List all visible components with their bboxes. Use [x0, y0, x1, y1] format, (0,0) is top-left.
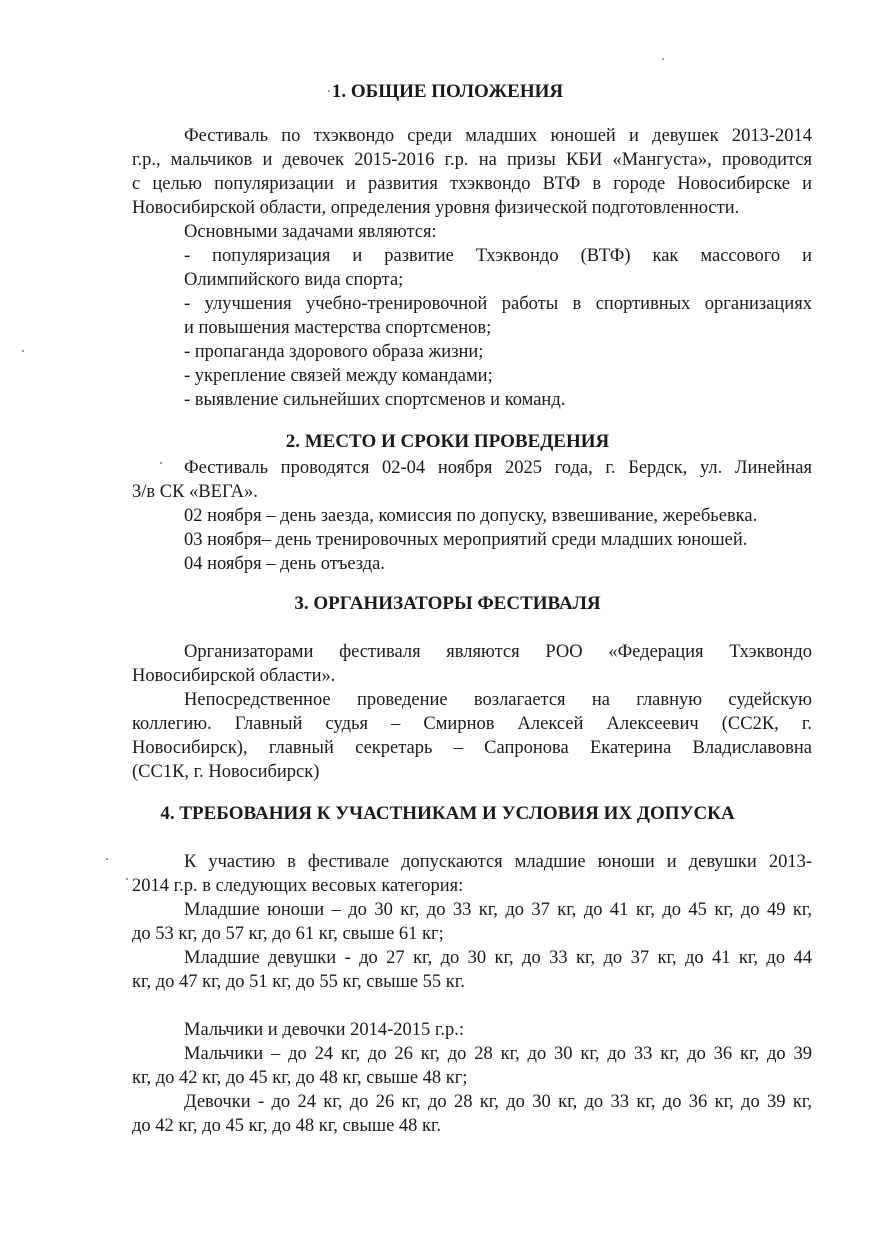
paragraph-line: Мальчики и девочки 2014-2015 г.р.:: [184, 1020, 465, 1040]
list-item: Олимпийского вида спорта;: [184, 270, 404, 290]
weight-category-line: Младшие юноши – до 30 кг, до 33 кг, до 37 кг, до 41 кг, до 45 кг, до 49 кг,: [184, 900, 812, 920]
weight-category-line: кг, до 42 кг, до 45 кг, до 48 кг, свыше 48 кг;: [132, 1068, 468, 1088]
weight-category-line: до 42 кг, до 45 кг, до 48 кг, свыше 48 кг.: [132, 1116, 442, 1136]
paragraph-line: 3/в СК «ВЕГА».: [132, 482, 258, 502]
scan-speck: [22, 350, 24, 352]
weight-category-line: до 53 кг, до 57 кг, до 61 кг, свыше 61 кг;: [132, 924, 444, 944]
paragraph-line: Фестиваль проводятся 02-04 ноября 2025 года, г. Бердск, ул. Линейная: [184, 458, 812, 478]
paragraph-line: с целью популяризации и развития тхэквондо ВТФ в городе Новосибирске и: [132, 174, 812, 194]
paragraph-line: коллегию. Главный судья – Смирнов Алексей Алексеевич (СС2К, г.: [132, 714, 812, 734]
section-4-heading: 4. ТРЕБОВАНИЯ К УЧАСТНИКАМ И УСЛОВИЯ ИХ ДОПУСКА: [160, 803, 735, 824]
weight-category-line: Девочки - до 24 кг, до 26 кг, до 28 кг, до 30 кг, до 33 кг, до 36 кг, до 39 кг,: [184, 1092, 812, 1112]
list-item: и повышения мастерства спортсменов;: [184, 318, 492, 338]
section-2-heading: 2. МЕСТО И СРОКИ ПРОВЕДЕНИЯ: [285, 431, 610, 452]
paragraph-line: Фестиваль по тхэквондо среди младших юношей и девушек 2013-2014: [184, 126, 812, 146]
schedule-item: 04 ноября – день отъезда.: [184, 554, 386, 574]
schedule-item: 02 ноября – день заезда, комиссия по допуску, взвешивание, жеребьевка.: [184, 506, 758, 526]
scan-speck: [662, 58, 664, 60]
weight-category-line: кг, до 47 кг, до 51 кг, до 55 кг, свыше 55 кг.: [132, 972, 465, 992]
paragraph-line: Непосредственное проведение возлагается на главную судейскую: [184, 690, 812, 710]
paragraph-line: Новосибирской области, определения уровня физической подготовленности.: [132, 198, 740, 218]
paragraph-line: Новосибирской области».: [132, 666, 336, 686]
list-item: - выявление сильнейших спортсменов и команд.: [184, 390, 566, 410]
list-item: - укрепление связей между командами;: [184, 366, 493, 386]
weight-category-line: Младшие девушки - до 27 кг, до 30 кг, до 33 кг, до 37 кг, до 41 кг, до 44: [184, 948, 812, 968]
scan-speck: [106, 858, 108, 860]
list-item: - улучшения учебно-тренировочной работы в спортивных организациях: [184, 294, 812, 314]
scan-speck: [328, 90, 330, 92]
schedule-item: 03 ноября– день тренировочных мероприятий среди младших юношей.: [184, 530, 748, 550]
paragraph-line: Организаторами фестиваля являются РОО «Федерация Тхэквондо: [184, 642, 812, 662]
paragraph-line: г.р., мальчиков и девочек 2015-2016 г.р. на призы КБИ «Мангуста», проводится: [132, 150, 812, 170]
paragraph-line: Основными задачами являются:: [184, 222, 437, 242]
list-item: - популяризация и развитие Тхэквондо (ВТФ) как массового и: [184, 246, 812, 266]
scan-speck: [160, 462, 162, 464]
list-item: - пропаганда здорового образа жизни;: [184, 342, 484, 362]
section-1-heading: 1. ОБЩИЕ ПОЛОЖЕНИЯ: [331, 81, 564, 102]
paragraph-line: 2014 г.р. в следующих весовых категория:: [132, 876, 464, 896]
section-3-heading: 3. ОРГАНИЗАТОРЫ ФЕСТИВАЛЯ: [294, 593, 601, 614]
paragraph-line: Новосибирск), главный секретарь – Сапронова Екатерина Владиславовна: [132, 738, 812, 758]
scan-speck: [126, 878, 128, 880]
weight-category-line: Мальчики – до 24 кг, до 26 кг, до 28 кг, до 30 кг, до 33 кг, до 36 кг, до 39: [184, 1044, 812, 1064]
paragraph-line: (СС1К, г. Новосибирск): [132, 762, 320, 782]
paragraph-line: К участию в фестивале допускаются младшие юноши и девушки 2013-: [184, 852, 812, 872]
